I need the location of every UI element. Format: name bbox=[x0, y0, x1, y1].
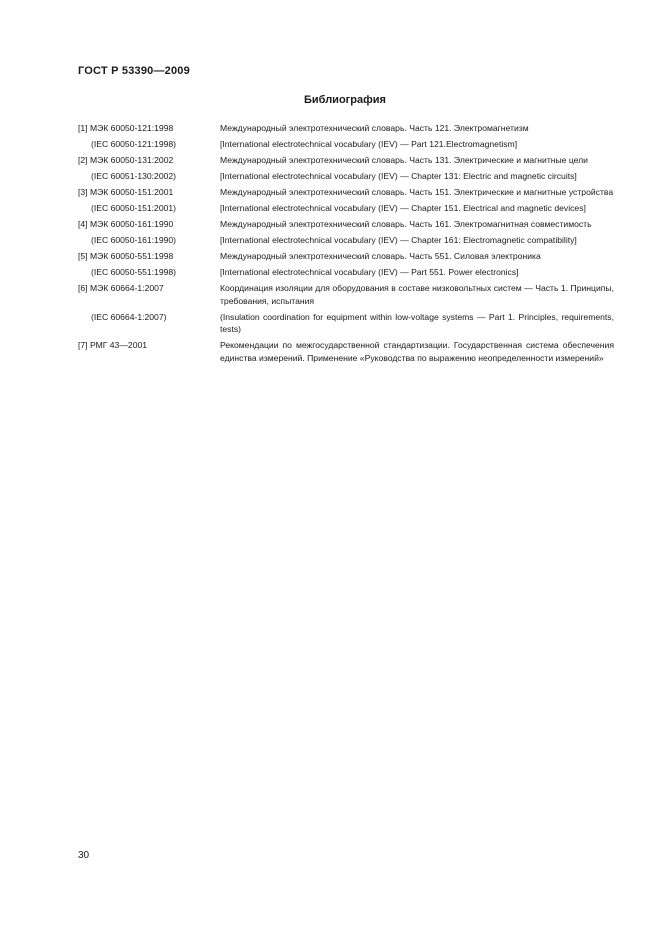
bib-ref: (IEC 60050-161:1990) bbox=[91, 235, 177, 245]
bib-entry-7 bbox=[78, 339, 614, 364]
bib-entry-6-iec bbox=[78, 311, 614, 336]
bib-ref: (IEC 60664-1:2007) bbox=[91, 311, 167, 322]
bib-text: [International electrotechnical vocabulary (IEV) — Part 121.Electromagnetism] bbox=[220, 139, 518, 149]
bib-entry-1 bbox=[78, 122, 614, 135]
bib-entry-5 bbox=[78, 250, 614, 263]
bib-ref: [7] РМГ 43—2001 bbox=[78, 340, 148, 350]
bib-ref: (IEC 60050-121:1998) bbox=[91, 139, 177, 149]
bib-text: [International electrotechnical vocabulary (IEV) — Chapter 161: Electromagnetic compatibility] bbox=[220, 235, 577, 245]
bib-text: Международный электротехнический словарь. Часть 151. Электрические и магнитные устройства bbox=[220, 187, 614, 197]
bib-ref: [3] МЭК 60050-151:2001 bbox=[78, 187, 174, 197]
bib-text: (Insulation coordination for equipment within low-voltage systems — Part 1. Principles, requirements, tests) bbox=[220, 311, 614, 334]
bib-text: Рекомендации по межгосударственной стандартизации. Государственная система обеспечения единства измерений. Применение «Руководства по выражению неопределенности измерений» bbox=[220, 340, 614, 363]
bib-ref: [1] МЭК 60050-121:1998 bbox=[78, 123, 174, 133]
bib-entry-3-iec bbox=[78, 202, 614, 215]
bib-ref: [4] МЭК 60050-161:1990 bbox=[78, 219, 174, 229]
bibliography-list bbox=[78, 122, 614, 364]
bib-text: [International electrotechnical vocabulary (IEV) — Part 551. Power electronics] bbox=[220, 267, 519, 277]
bib-ref: [6] МЭК 60664-1:2007 bbox=[78, 283, 164, 293]
bib-entry-5-iec bbox=[78, 266, 614, 279]
bib-entry-2-iec bbox=[78, 170, 614, 183]
section-title: Библиография bbox=[304, 94, 386, 106]
bib-entry-4 bbox=[78, 218, 614, 231]
bib-text: Международный электротехнический словарь. Часть 161. Электромагнитная совместимость bbox=[220, 219, 592, 229]
bib-entry-2 bbox=[78, 154, 614, 167]
bib-entry-6 bbox=[78, 282, 614, 307]
bib-text: Международный электротехнический словарь. Часть 551. Силовая электроника bbox=[220, 251, 541, 261]
bib-ref: [5] МЭК 60050-551:1998 bbox=[78, 251, 174, 261]
bib-ref: [2] МЭК 60050-131:2002 bbox=[78, 155, 174, 165]
bib-text: [International electrotechnical vocabulary (IEV) — Chapter 151. Electrical and magnetic devices] bbox=[220, 203, 586, 213]
bib-ref: (IEC 60051-130:2002) bbox=[91, 171, 177, 181]
bib-entry-4-iec bbox=[78, 234, 614, 247]
bib-text: Международный электротехнический словарь. Часть 131. Электрические и магнитные цели bbox=[220, 155, 588, 165]
bib-text: [International electrotechnical vocabulary (IEV) — Chapter 131: Electric and magnetic circuits] bbox=[220, 171, 577, 181]
bib-ref: (IEC 60050-551:1998) bbox=[91, 267, 177, 277]
bib-text: Координация изоляции для оборудования в составе низковольтных систем — Часть 1. Принципы, требования, испытания bbox=[220, 283, 614, 306]
bib-entry-1-iec bbox=[78, 138, 614, 151]
page-number: 30 bbox=[78, 850, 90, 861]
bib-text: Международный электротехнический словарь. Часть 121. Электромагнетизм bbox=[220, 123, 529, 133]
bib-entry-3 bbox=[78, 186, 614, 199]
document-header: ГОСТ Р 53390—2009 bbox=[78, 65, 190, 77]
bib-ref: (IEC 60050-151:2001) bbox=[91, 203, 177, 213]
